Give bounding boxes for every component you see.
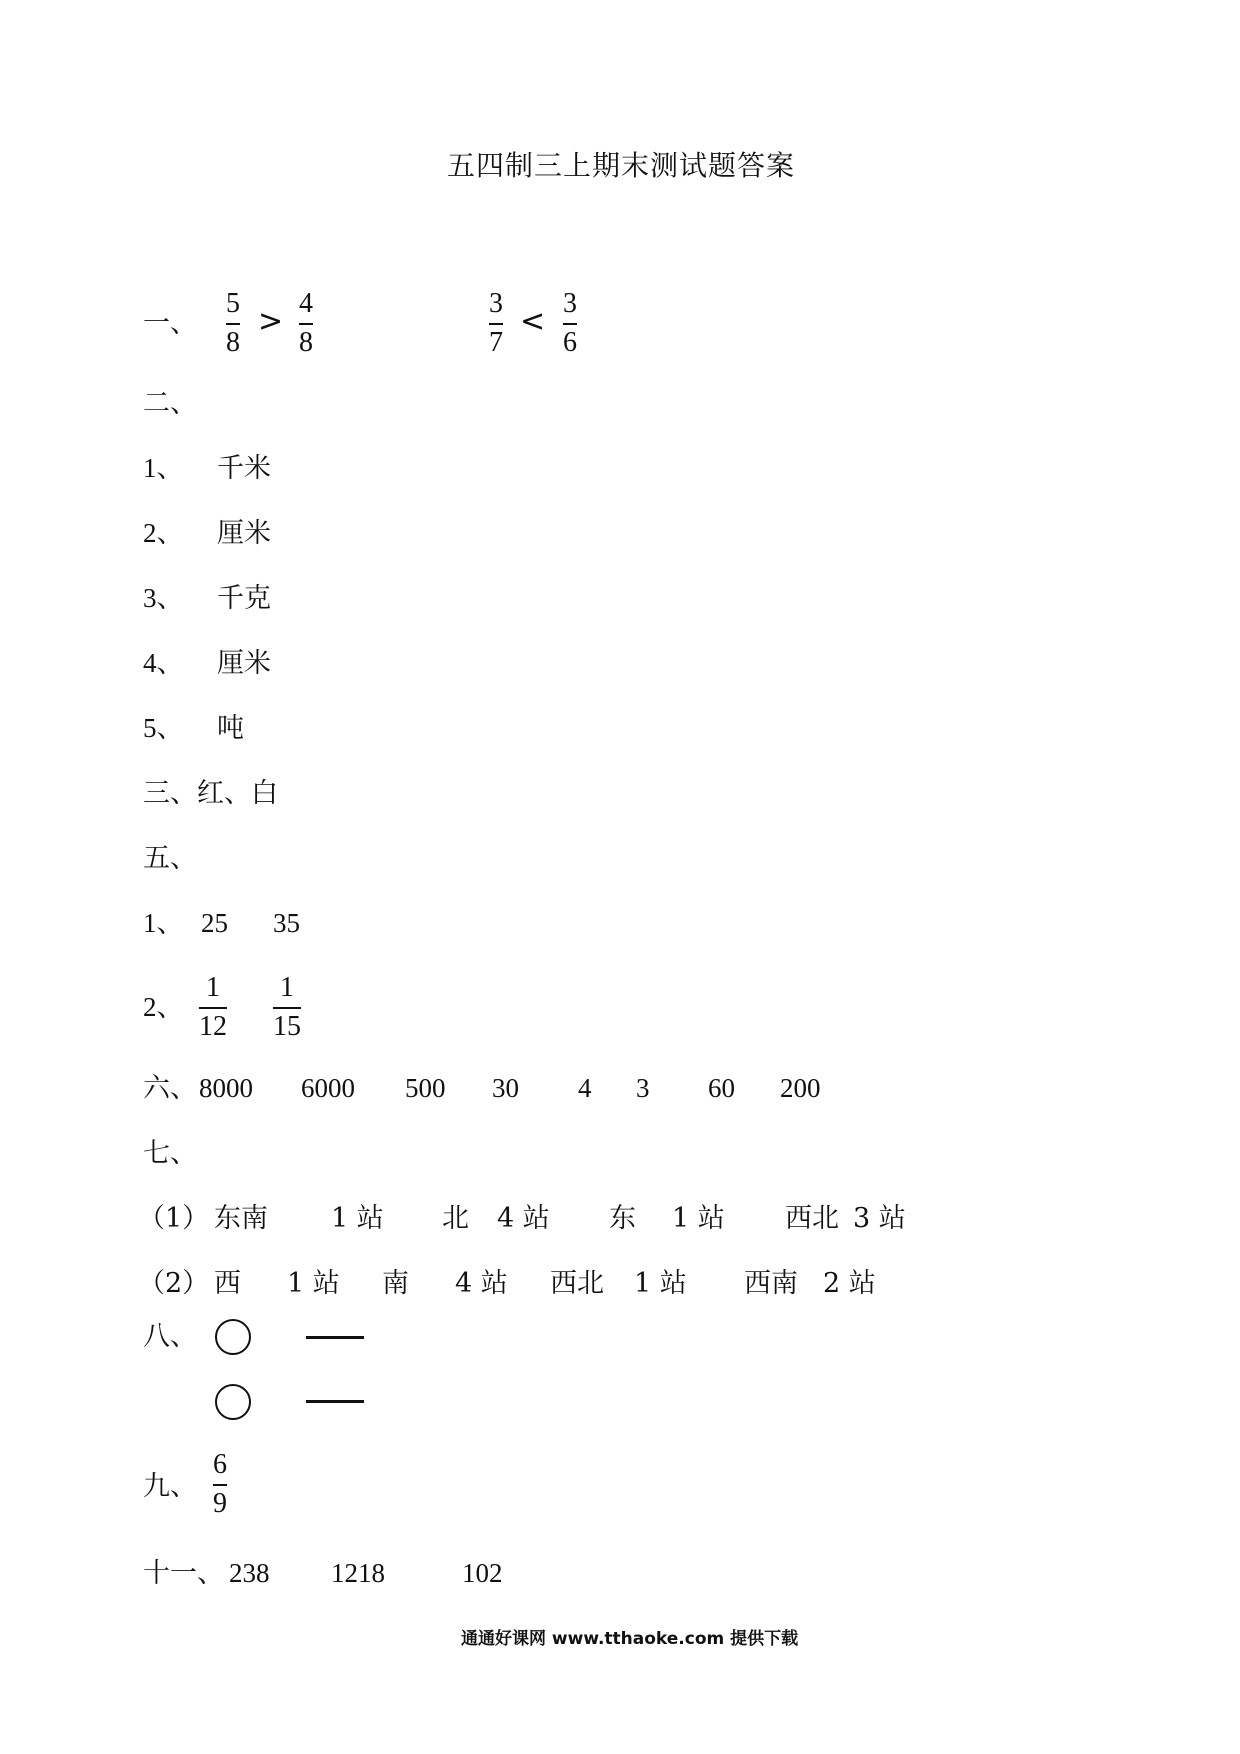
stops-text: 1 站	[331, 1203, 384, 1234]
item-number: 1、	[143, 908, 184, 938]
line-segment	[306, 1336, 364, 1339]
page-title: 五四制三上期末测试题答案	[447, 149, 796, 182]
answer-text: 千米	[217, 453, 271, 484]
fraction-bar	[299, 323, 313, 325]
section-5-label: 五、	[143, 843, 197, 874]
answer-text: 厘米	[217, 648, 271, 679]
item-number: 5、	[143, 713, 184, 743]
fraction-numerator: 3	[489, 288, 503, 319]
fraction-denominator: 15	[273, 1011, 301, 1042]
fraction-numerator: 5	[226, 288, 240, 319]
direction-text: 南	[382, 1268, 409, 1299]
answer-value: 8000	[199, 1073, 253, 1103]
section-1-label: 一、	[143, 308, 197, 339]
fraction-bar	[199, 1007, 227, 1009]
answer-value: 25	[201, 908, 228, 938]
answer-value: 30	[492, 1073, 519, 1103]
answer-value: 1218	[331, 1558, 385, 1588]
stops-text: 1 站	[287, 1268, 340, 1299]
answer-value: 200	[780, 1073, 821, 1103]
fraction-bar	[273, 1007, 301, 1009]
fraction-denominator: 8	[299, 327, 313, 358]
line-segment	[306, 1400, 364, 1403]
section-2-label: 二、	[143, 388, 197, 419]
stops-text: 1 站	[672, 1203, 725, 1234]
fraction-bar	[563, 323, 577, 325]
fraction-bar	[213, 1484, 227, 1486]
fraction-bar	[489, 323, 503, 325]
fraction-denominator: 9	[213, 1488, 227, 1519]
circle-shape	[215, 1319, 251, 1355]
item-number: 2、	[143, 992, 184, 1022]
item-number: 1、	[143, 453, 184, 483]
fraction-denominator: 12	[199, 1011, 227, 1042]
direction-text: 西南	[744, 1268, 798, 1299]
greater-than-sign: >	[258, 304, 284, 339]
answer-value: 60	[708, 1073, 735, 1103]
section-11-label: 十一、	[143, 1558, 224, 1589]
answer-value: 102	[462, 1558, 503, 1588]
answer-text: 千克	[217, 583, 271, 614]
circle-shape	[215, 1384, 251, 1420]
fraction-6-9	[213, 1451, 227, 1518]
fraction-denominator: 6	[563, 327, 577, 358]
section-9-label: 九、	[143, 1471, 197, 1502]
less-than-sign: <	[520, 304, 546, 339]
answer-value: 500	[405, 1073, 446, 1103]
fraction-1-15	[273, 974, 301, 1041]
fraction-numerator: 1	[206, 972, 220, 1003]
direction-text: 西北	[785, 1203, 839, 1234]
stops-text: 1 站	[634, 1268, 687, 1299]
fraction-numerator: 4	[299, 288, 313, 319]
fraction-numerator: 1	[280, 972, 294, 1003]
answer-value: 35	[273, 908, 300, 938]
section-8-label: 八、	[143, 1321, 197, 1352]
answer-value: 238	[229, 1558, 270, 1588]
stops-text: 2 站	[823, 1268, 876, 1299]
fraction-denominator: 7	[489, 327, 503, 358]
stops-text: 3 站	[853, 1203, 906, 1234]
direction-text: 东南	[214, 1203, 268, 1234]
section-7-label: 七、	[143, 1138, 197, 1169]
stops-text: 4 站	[455, 1268, 508, 1299]
fraction-3-6	[563, 290, 577, 357]
fraction-3-7	[489, 290, 503, 357]
footer-text: 通通好课网 www.tthaoke.com 提供下载	[461, 1629, 799, 1649]
answer-text: 厘米	[217, 518, 271, 549]
item-number: 4、	[143, 648, 184, 678]
subitem-number: （2）	[138, 1268, 210, 1299]
answer-value: 3	[636, 1073, 650, 1103]
direction-text: 西	[214, 1268, 241, 1299]
section-6-label: 六、	[143, 1073, 197, 1104]
direction-text: 北	[442, 1203, 469, 1234]
subitem-number: （1）	[138, 1203, 210, 1234]
item-number: 2、	[143, 518, 184, 548]
answer-text: 吨	[217, 713, 244, 744]
fraction-numerator: 6	[213, 1449, 227, 1480]
fraction-denominator: 8	[226, 327, 240, 358]
answer-value: 4	[578, 1073, 592, 1103]
item-number: 3、	[143, 583, 184, 613]
answer-value: 6000	[301, 1073, 355, 1103]
fraction-numerator: 3	[563, 288, 577, 319]
direction-text: 东	[609, 1203, 636, 1234]
stops-text: 4 站	[497, 1203, 550, 1234]
fraction-1-12	[199, 974, 227, 1041]
fraction-4-8	[299, 290, 313, 357]
fraction-bar	[226, 323, 240, 325]
section-3-text: 三、红、白	[143, 778, 278, 809]
direction-text: 西北	[550, 1268, 604, 1299]
fraction-5-8	[226, 290, 240, 357]
